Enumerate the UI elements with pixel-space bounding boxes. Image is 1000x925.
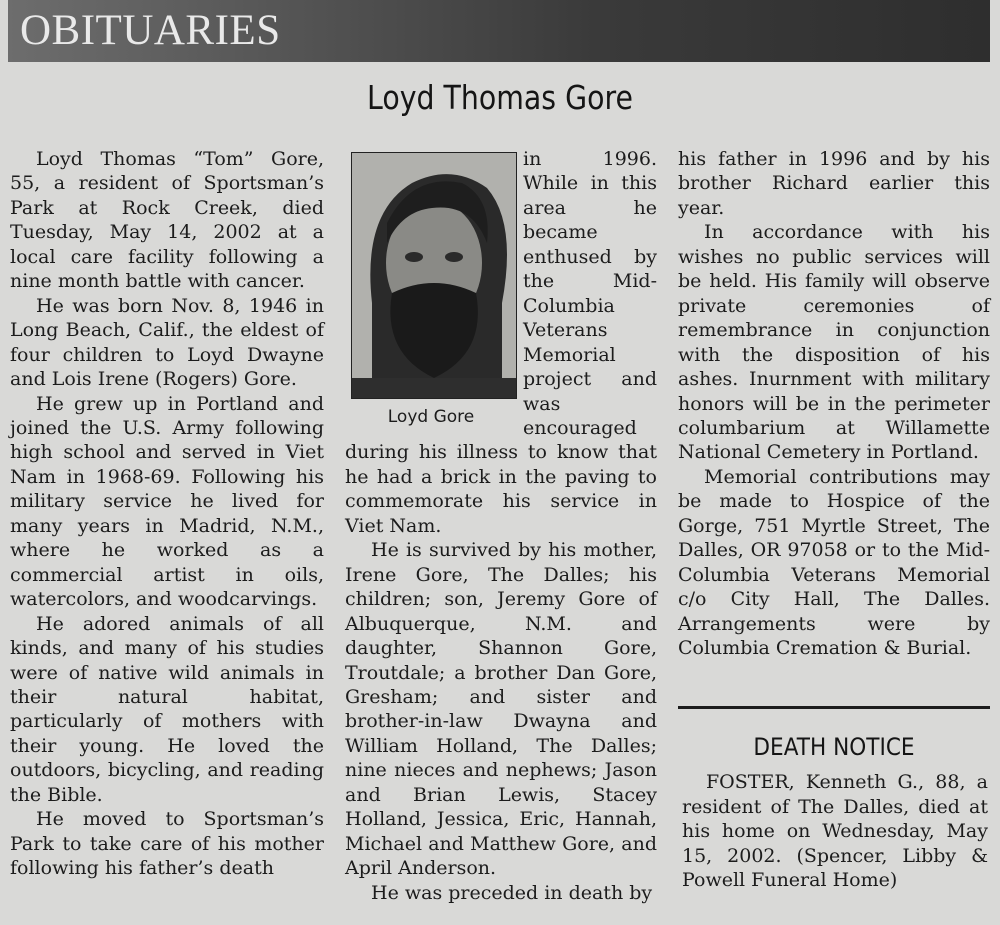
section-title: OBITUARIES [20,7,281,54]
article-headline: Loyd Thomas Gore [367,78,633,117]
paragraph: He is survived by his mother, Irene Gore, The Dalles; his children; son, Jeremy Gore of Albuquerque, N.M. and daughter, Shannon Gore, Troutdale; a brother Dan Gore, Gresham; and sister and brother-in-law Dwayna and William Holland, The Dalles; nine nieces and nephews; Jason and Brian Lewis, Stacey Holland, Jessica, Eric, Hannah, Michael and Matthew Gore, and April Anderson. [345,539,657,880]
paragraph: his father in 1996 and by his brother Richard earlier this year. [678,148,990,219]
article-column-2 [345,147,657,905]
paragraph: Loyd Thomas “Tom” Gore, 55, a resident of Sportsman’s Park at Rock Creek, died Tuesday, May 14, 2002 at a local care facility following a nine month battle with cancer. [10,148,324,293]
article-column-1 [10,147,324,881]
paragraph: He was born Nov. 8, 1946 in Long Beach, Calif., the eldest of four children to Loyd Dwayne and Lois Irene (Rogers) Gore. [10,294,324,391]
paragraph: in 1996. While in this area he became enthused by the Mid-Columbia Veterans Memorial project and was encouraged during his illness to know that he had a brick in the paving to commemorate his service in Viet Nam. [345,148,657,537]
paragraph: He adored animals of all kinds, and many of his studies were of native wild animals in their natural habitat, particularly of mothers with their young. He loved the outdoors, bicycling, and reading the Bible. [10,612,324,806]
section-divider [678,706,990,709]
paragraph: FOSTER, Kenneth G., 88, a resident of The Dalles, died at his home on Wednesday, May 15, 2002. (Spencer, Libby & Powell Funeral Home) [682,771,988,891]
article-column-3 [678,147,990,661]
photo-caption: Loyd Gore [387,407,475,427]
paragraph: He grew up in Portland and joined the U.S. Army following high school and served in Viet Nam in 1968-69. Following his military service he lived for many years in Madrid, N.M., where he worked as a commercial artist in oils, watercolors, and woodcarvings. [10,392,324,611]
death-notice-body [682,770,988,893]
portrait-figure [345,147,517,432]
death-notice-heading: DEATH NOTICE [753,733,915,761]
paragraph: He was preceded in death by [371,881,653,904]
section-banner [8,0,990,62]
paragraph: In accordance with his wishes no public services will be held. His family will observe private ceremonies of remembrance in conjunction with the disposition of his ashes. Inurnment with military honors will be in the perimeter columbarium at Willamette National Cemetery in Portland. [678,221,990,464]
portrait-photo [351,152,517,399]
paragraph: Memorial contributions may be made to Hospice of the Gorge, 751 Myrtle Street, The Dalles, OR 97058 or to the Mid-Columbia Veterans Memorial c/o City Hall, The Dalles. Arrangements were by Columbia Cremation & Burial. [678,465,990,660]
paragraph: He moved to Sportsman’s Park to take care of his mother following his father’s death [10,808,324,880]
portrait-image [352,153,516,398]
